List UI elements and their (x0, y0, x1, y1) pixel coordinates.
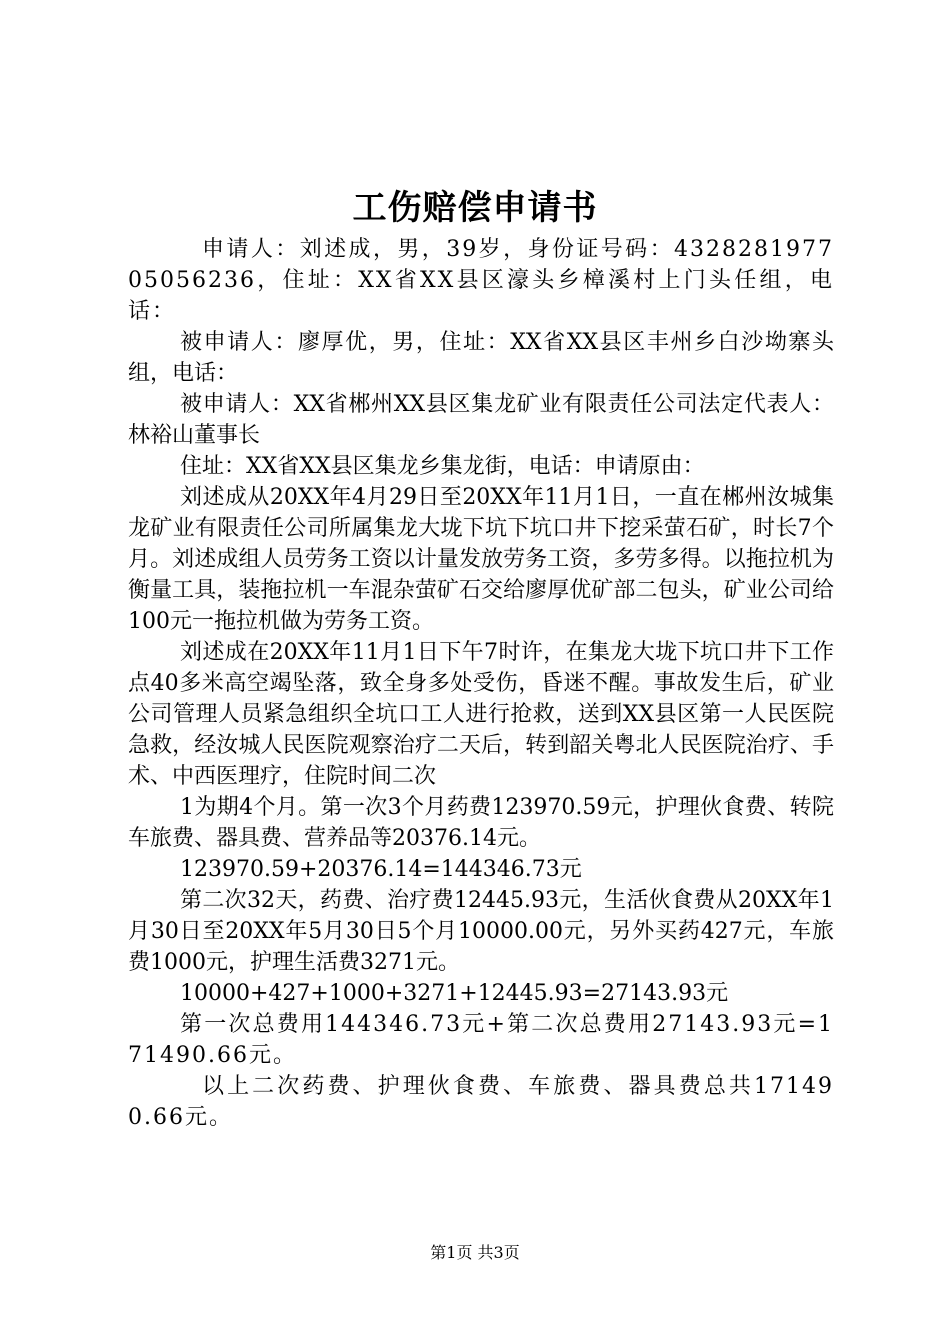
paragraph-respondent-1: 被申请人：廖厚优，男，住址：XX省XX县区丰州乡白沙坳寨头组，电话： (128, 330, 834, 386)
paragraph-address: 住址：XX省XX县区集龙乡集龙街，电话：申请原由： (180, 454, 705, 479)
paragraph-total-calc: 第一次总费用144346.73元+第二次总费用27143.93元=171490.66元。 (128, 1012, 834, 1068)
paragraph-accident: 刘述成在20XX年11月1日下午7时许，在集龙大垅下坑口井下工作点40多米高空竭坠落，致全身多处受伤，昏迷不醒。事故发生后，矿业公司管理人员紧急组织全坑口工人进行抢救，送到XX县区第一人民医院急救，经汝城人民医院观察治疗二天后，转到韶关粤北人民医院治疗、手术、中西医理疗，住院时间二次 (128, 640, 834, 789)
page-footer: 第1页 共3页 (430, 1243, 520, 1262)
paragraph-respondent-2: 被申请人：XX省郴州XX县区集龙矿业有限责任公司法定代表人：林裕山董事长 (128, 392, 834, 448)
document-title: 工伤赔偿申请书 (352, 188, 598, 228)
paragraph-second-stay: 第二次32天，药费、治疗费12445.93元，生活伙食费从20XX年1月30日至20XX年5月30日5个月10000.00元，另外买药427元，车旅费1000元，护理生活费3271元。 (128, 888, 834, 975)
paragraph-employment: 刘述成从20XX年4月29日至20XX年11月1日，一直在郴州汝城集龙矿业有限责任公司所属集龙大垅下坑下坑口井下挖采萤石矿，时长7个月。刘述成组人员劳务工资以计量发放劳务工资，多劳多得。以拖拉机为衡量工具，装拖拉机一车混杂萤矿石交给廖厚优矿部二包头，矿业公司给100元一拖拉机做为劳务工资。 (128, 485, 834, 634)
paragraph-second-sum: 10000+427+1000+3271+12445.93=27143.93元 (180, 981, 729, 1006)
paragraph-first-stay: 1为期4个月。第一次3个月药费123970.59元，护理伙食费、转院车旅费、器具费、营养品等20376.14元。 (128, 795, 834, 851)
document-body (128, 234, 834, 1133)
paragraph-first-sum: 123970.59+20376.14=144346.73元 (180, 857, 582, 882)
paragraph-applicant: 申请人：刘述成，男，39岁，身份证号码：432828197705056236，住址：XX省XX县区濠头乡樟溪村上门头任组，电话： (128, 237, 834, 324)
paragraph-total: 以上二次药费、护理伙食费、车旅费、器具费总共171490.66元。 (128, 1074, 834, 1130)
